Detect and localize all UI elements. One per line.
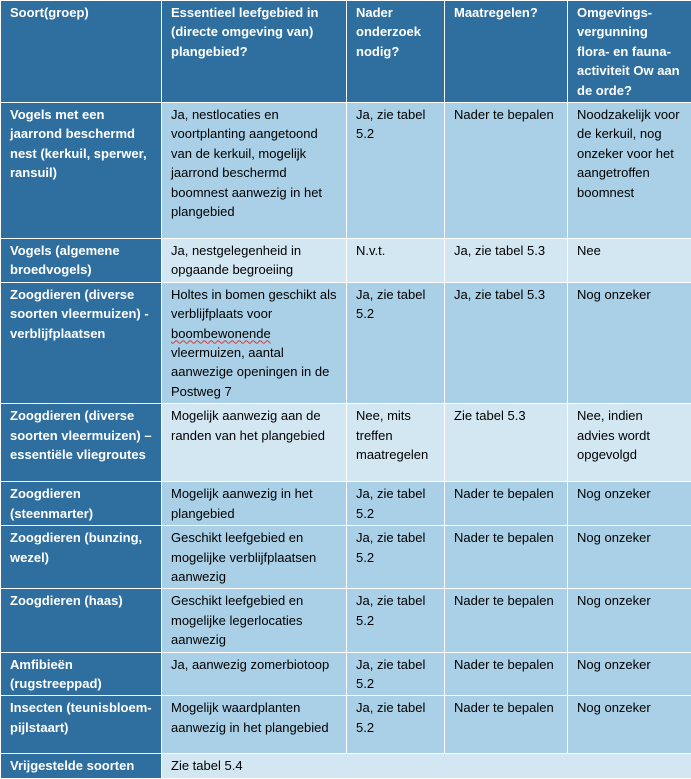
cell-text: Holtes in bomen geschikt als verblijfplaats voor — [171, 287, 336, 321]
cell-leefgebied: Mogelijk aanwezig aan de randen van het plangebied — [162, 404, 347, 482]
table-row — [1, 754, 691, 778]
table-row — [1, 282, 691, 403]
cell-vergunning: Nog onzeker — [568, 652, 691, 696]
cell-vergunning: Noodzakelijk voor de kerkuil, nog onzeker voor het aangetroffen boomnest — [568, 103, 691, 239]
table-row — [1, 239, 691, 283]
row-species: Amfibieën (rugstreeppad) — [1, 652, 162, 696]
cell-maatregelen: Nader te bepalen — [445, 652, 568, 696]
cell-maatregelen: Nader te bepalen — [445, 103, 568, 239]
cell-maatregelen: Zie tabel 5.3 — [445, 404, 568, 482]
cell-maatregelen: Nader te bepalen — [445, 482, 568, 526]
row-species: Insecten (teunisbloem-pijlstaart) — [1, 696, 162, 754]
cell-leefgebied: Geschikt leefgebied en mogelijke legerlocaties aanwezig — [162, 589, 347, 652]
cell-onderzoek: Ja, zie tabel 5.2 — [347, 696, 445, 754]
cell-vergunning: Nog onzeker — [568, 282, 691, 403]
row-species: Vogels (algemene broedvogels) — [1, 239, 162, 283]
cell-onderzoek: Nee, mits treffen maatregelen — [347, 404, 445, 482]
cell-maatregelen: Nader te bepalen — [445, 589, 568, 652]
row-species: Zoogdieren (diverse soorten vleermuizen) - verblijfplaatsen — [1, 282, 162, 403]
cell-onderzoek: Ja, zie tabel 5.2 — [347, 482, 445, 526]
table-row — [1, 696, 691, 754]
cell-leefgebied: Geschikt leefgebied en mogelijke verblijfplaatsen aanwezig — [162, 526, 347, 589]
cell-leefgebied: Ja, aanwezig zomerbiotoop — [162, 652, 347, 696]
cell-onderzoek: Ja, zie tabel 5.2 — [347, 589, 445, 652]
cell-maatregelen: Ja, zie tabel 5.3 — [445, 239, 568, 283]
header-soortgroep: Soort(groep) — [1, 1, 162, 103]
cell-leefgebied: Mogelijk aanwezig in het plangebied — [162, 482, 347, 526]
header-omgevingsvergunning: Omgevings-vergunning flora- en fauna-activiteit Ow aan de orde? — [568, 1, 691, 103]
cell-maatregelen: Nader te bepalen — [445, 526, 568, 589]
cell-onderzoek: Ja, zie tabel 5.2 — [347, 103, 445, 239]
cell-vergunning: Nog onzeker — [568, 589, 691, 652]
cell-onderzoek: N.v.t. — [347, 239, 445, 283]
table-row — [1, 404, 691, 482]
row-species: Zoogdieren (bunzing, wezel) — [1, 526, 162, 589]
table-row — [1, 103, 691, 239]
table-row — [1, 652, 691, 696]
cell-leefgebied — [162, 282, 347, 403]
cell-onderzoek: Ja, zie tabel 5.2 — [347, 526, 445, 589]
cell-leefgebied: Mogelijk waardplanten aanwezig in het plangebied — [162, 696, 347, 754]
header-row — [1, 1, 691, 103]
row-species: Zoogdieren (diverse soorten vleermuizen) – essentiële vliegroutes — [1, 404, 162, 482]
row-species: Vrijgestelde soorten — [1, 754, 162, 778]
row-species: Vogels met een jaarrond beschermd nest (kerkuil, sperwer, ransuil) — [1, 103, 162, 239]
table-row — [1, 589, 691, 652]
cell-leefgebied: Ja, nestgelegenheid in opgaande begroeiing — [162, 239, 347, 283]
cell-onderzoek: Ja, zie tabel 5.2 — [347, 282, 445, 403]
header-leefgebied: Essentieel leefgebied in (directe omgeving van) plangebied? — [162, 1, 347, 103]
spellcheck-flagged-word: boombewonende — [171, 326, 271, 341]
table-row — [1, 526, 691, 589]
cell-onderzoek: Ja, zie tabel 5.2 — [347, 652, 445, 696]
cell-vergunning: Nee, indien advies wordt opgevolgd — [568, 404, 691, 482]
header-nader-onderzoek: Nader onderzoek nodig? — [347, 1, 445, 103]
row-species: Zoogdieren (steenmarter) — [1, 482, 162, 526]
cell-vergunning: Nog onzeker — [568, 482, 691, 526]
cell-maatregelen: Nader te bepalen — [445, 696, 568, 754]
cell-maatregelen: Ja, zie tabel 5.3 — [445, 282, 568, 403]
cell-vergunning: Nog onzeker — [568, 696, 691, 754]
header-maatregelen: Maatregelen? — [445, 1, 568, 103]
table-row — [1, 482, 691, 526]
cell-text: vleermuizen, aantal aanwezige openingen in de Postweg 7 — [171, 345, 329, 399]
cell-vrijgestelde-soorten: Zie tabel 5.4 — [162, 754, 691, 778]
row-species: Zoogdieren (haas) — [1, 589, 162, 652]
cell-vergunning: Nee — [568, 239, 691, 283]
cell-leefgebied: Ja, nestlocaties en voortplanting aangetoond van de kerkuil, mogelijk jaarrond beschermd boomnest aanwezig in het plangebied — [162, 103, 347, 239]
cell-vergunning: Nog onzeker — [568, 526, 691, 589]
